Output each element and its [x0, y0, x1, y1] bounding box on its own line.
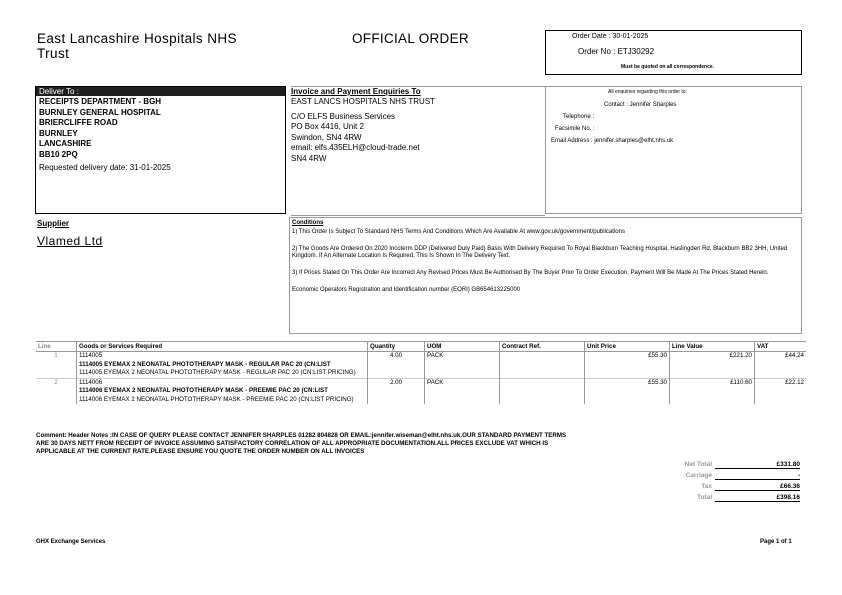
enquiries-heading: All enquiries regarding this order to: — [608, 89, 687, 95]
row-line-value: £110.60 — [670, 378, 755, 404]
condition-item: 2) The Goods Are Ordered On 2020 Incoterm DDP (Delivered Duty Paid) Basis With Delivery Required To Royal Blackburn Teaching Hospital, Haslingden Rd, Blackburn BB2 3HH, United Kingdom. If An Alternate Location Is Required, This Is Shown In The Delivery Text. — [292, 246, 788, 259]
invoice-section — [291, 86, 545, 216]
invoice-line: EAST LANCS HOSPITALS NHS TRUST — [291, 97, 436, 106]
address-line: BURNLEY — [39, 128, 78, 138]
row-code: 1114006 — [79, 378, 103, 386]
invoice-line: SN4 4RW — [291, 153, 327, 163]
invoice-line: PO Box 4416, Unit 2 — [291, 122, 364, 131]
row-uom: PACK — [425, 352, 500, 379]
order-info-box — [545, 30, 802, 75]
row-desc1: 1114005 EYEMAX 2 NEONATAL PHOTOTHERAPY MASK - REGULAR PAC 20 (CN:LIST — [79, 360, 331, 368]
comment-line: APPLICABLE AT THE CURRENT RATE.PLEASE ENSURE YOU QUOTE THE ORDER NUMBER ON ALL INVOICES — [36, 448, 365, 455]
row-goods — [77, 352, 368, 379]
tax-value: £66.36 — [715, 483, 800, 491]
line-items-table — [36, 341, 806, 404]
address-line: BRIERCLIFFE ROAD — [39, 118, 118, 127]
row-contract — [500, 352, 585, 379]
row-vat: £44.24 — [755, 352, 807, 379]
order-date: Order Date : 30-01-2025 — [572, 33, 649, 40]
row-unit-price: £55.30 — [585, 352, 670, 379]
address-line: RECEIPTS DEPARTMENT - BGH — [39, 97, 162, 106]
invoice-line: Swindon, SN4 4RW — [291, 132, 362, 142]
org-name — [37, 31, 237, 61]
condition-item: Economic Operators Registration and Identification number (EORI) GB654613225000 — [292, 287, 521, 293]
invoice-address — [291, 97, 545, 164]
row-line: 1 — [54, 352, 58, 359]
carriage-value: - — [715, 472, 800, 480]
enquiries-email: Email Address : jennifer.sharples@elht.nhs.uk — [551, 138, 674, 144]
grand-total-label: Total — [696, 494, 712, 501]
col-unit-price: Unit Price — [585, 342, 670, 352]
comment-line: ARE 30 DAYS NETT FROM RECEIPT OF INVOICE ASSUMING SATISFACTORY CORRELATION OF ALL APPROPRIATE DOCUMENTATION.ALL PRICES EXCLUDE VAT WHICH IS — [36, 440, 549, 447]
enquiries-facsimile: Facsimile No. : — [555, 126, 595, 132]
row-uom: PACK — [425, 378, 500, 404]
condition-item: 1) This Order Is Subject To Standard NHS Terms And Conditions Which Are Available At www.gov.uk/government/publications — [292, 229, 625, 235]
col-line-value: Line Value — [670, 342, 755, 352]
table-header-row — [36, 342, 806, 352]
row-code: 1114005 — [79, 352, 103, 359]
conditions-heading: Conditions — [292, 220, 324, 226]
row-contract — [500, 378, 585, 404]
col-goods: Goods or Services Required — [77, 342, 368, 352]
col-contract: Contract Ref. — [500, 342, 585, 352]
deliver-to-address — [36, 96, 285, 161]
enquiries-section — [545, 86, 802, 214]
col-vat: VAT — [755, 342, 807, 352]
footer-page-number: Page 1 of 1 — [760, 539, 792, 545]
order-number: Order No : ETJ30292 — [578, 47, 655, 56]
net-total-label: Net Total — [684, 461, 712, 468]
table-row — [36, 378, 806, 404]
condition-item: 3) If Prices Stated On This Order Are Incorrect Any Revised Prices Must Be Authorised By The Buyer Prior To Order Execution. Payment Will Be Made At The Prices Stated Herein. — [292, 270, 769, 276]
conditions-box — [289, 217, 802, 334]
supplier-heading: Supplier — [37, 219, 70, 228]
row-line: 2 — [36, 378, 77, 404]
comment-block — [36, 432, 566, 456]
net-total-value: £331.80 — [715, 461, 800, 469]
row-line-value: £221.20 — [670, 352, 755, 379]
address-line: LANCASHIRE — [39, 139, 92, 148]
grand-total-value: £398.16 — [715, 494, 800, 502]
deliver-to-heading: Deliver To : — [36, 87, 285, 96]
row-quantity: 4.00 — [368, 352, 425, 379]
address-line: BB10 2PQ — [39, 149, 78, 159]
enquiries-contact: Contact : Jennifer Sharples — [604, 102, 677, 108]
row-vat: £22.12 — [755, 378, 807, 404]
requested-delivery-date: Requested delivery date: 31-01-2025 — [39, 163, 171, 172]
org-name-line2: Trust — [37, 46, 70, 61]
footer-left: GHX Exchange Services — [36, 539, 106, 545]
tax-label: Tax — [701, 483, 712, 490]
enquiries-telephone: Telephone : — [563, 114, 595, 120]
doc-title: OFFICIAL ORDER — [352, 31, 469, 46]
comment-line: Comment: Header Notes :IN CASE OF QUERY PLEASE CONTACT JENNIFER SHARPLES 01282 804828 OR EMAIL:jennifer.wiseman@elht.nhs.uk.OUR STANDARD PAYMENT TERMS — [36, 432, 567, 439]
row-quantity: 2.00 — [368, 378, 425, 404]
col-line: Line — [36, 342, 77, 352]
col-uom: UOM — [425, 342, 500, 352]
row-unit-price: £55.30 — [585, 378, 670, 404]
table-row — [36, 352, 806, 379]
invoice-line: email: elfs.435ELH@cloud-trade.net — [291, 143, 420, 152]
col-quantity: Quantity — [368, 342, 425, 352]
row-desc2: 1114006 EYEMAX 2 NEONATAL PHOTOTHERAPY MASK - PREEMIE PAC 20 (CN:LIST PRICING) — [79, 395, 354, 403]
address-line: BURNLEY GENERAL HOSPITAL — [39, 107, 161, 117]
deliver-to-box — [35, 86, 286, 214]
invoice-line: C/O ELFS Business Services — [291, 111, 396, 121]
invoice-heading: Invoice and Payment Enquiries To — [291, 87, 421, 96]
supplier-name: Vlamed Ltd — [37, 234, 103, 248]
row-goods — [77, 378, 368, 404]
carriage-label: Carriage — [685, 472, 712, 479]
row-desc2: 1114005 EYEMAX 2 NEONATAL PHOTOTHERAPY MASK - REGULAR PAC 20 (CN:LIST PRICING) — [79, 369, 356, 376]
order-note: Must be quoted on all correspondence. — [621, 64, 715, 70]
row-desc1: 1114006 EYEMAX 2 NEONATAL PHOTOTHERAPY MASK - PREEMIE PAC 20 (CN:LIST — [79, 387, 328, 394]
org-name-line1: East Lancashire Hospitals NHS — [37, 31, 237, 46]
